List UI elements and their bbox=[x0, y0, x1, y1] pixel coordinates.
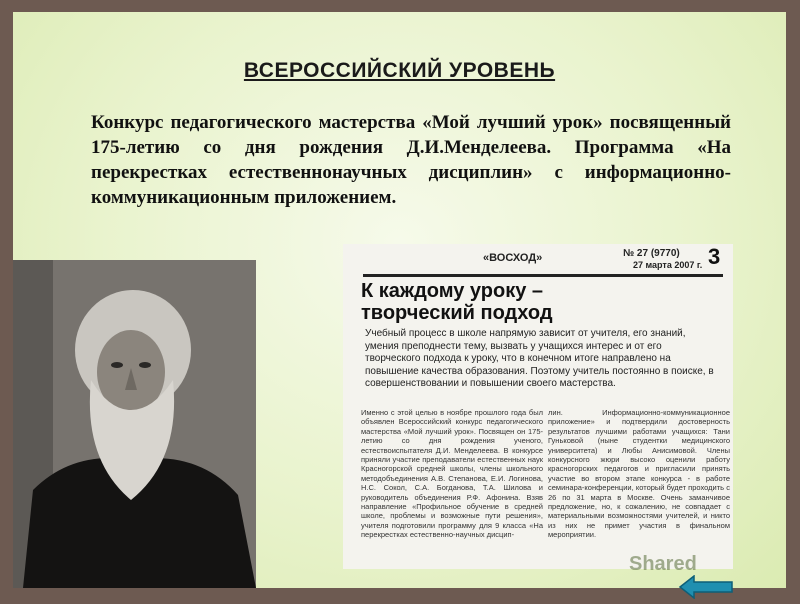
mendeleev-portrait bbox=[13, 260, 256, 588]
headline-line-1: К каждому уроку – bbox=[361, 280, 544, 302]
portrait-image bbox=[13, 260, 256, 588]
watermark: Shared bbox=[629, 553, 697, 575]
back-button[interactable] bbox=[678, 575, 734, 599]
newspaper-headline bbox=[361, 280, 721, 324]
newspaper-column-1: Именно с этой целью в ноябре прошлого года был объявлен Всероссийский конкурс педагогического мастерства «Мой лучший урок». Посвящен он 175-летию со дня рождения ученого, естествоиспытателя Д.И. Менделеева. В конкурсе приняли участие преподаватели естественных наук Красногорской средней школы, члены школьного методобъединения А.В. Степанова, Е.И. Логинова, Н.С. Сокол, С.А. Богданова, Т.А. Шилова и руководитель объединения Р.Ф. Афонина. Взяв направление «Профильное обучение в средней школе, проблемы и возможные пути решения», учителя подготовили программу для 9 класса «На перекрестках естественно-научных дисцип- bbox=[361, 408, 543, 540]
slide-title: ВСЕРОССИЙСКИЙ УРОВЕНЬ bbox=[243, 59, 556, 82]
newspaper-date: 27 марта 2007 г. bbox=[633, 260, 703, 270]
newspaper-column-2: лин. Информационно-коммуникационное приложение» и подтвердили достоверность результатов лучшими работами учащихся: Тани Гуньковой (ныне студентки медицинского университета) и Любы Анисимовой. Члены конкурсного жюри высоко оценили работу красногорских педагогов и пригласили принять участие во втором этапе конкурса - в работе семинара-конференции, который будет проходить с 26 по 31 марта в Москве. Очень заманчивое предложение, но, к сожалению, не совпадает с материальными возможностями учителей, и никто из них не примет участия в финальном мероприятии. bbox=[548, 408, 730, 540]
newspaper-name: «ВОСХОД» bbox=[483, 252, 543, 264]
back-arrow-icon bbox=[678, 575, 734, 599]
slide bbox=[13, 12, 786, 588]
slide-body-text: Конкурс педагогического мастерства «Мой лучший урок» посвященный 175-летию со дня рождения Д.И.Менделеева. Программа «На перекрестках естественнонаучных дисциплин» с информационно-коммуникационным приложением. bbox=[91, 112, 731, 208]
newspaper-rule bbox=[363, 274, 723, 277]
headline-line-2: творческий подход bbox=[361, 302, 553, 324]
newspaper-lead: Учебный процесс в школе напрямую зависит от учителя, его знаний, умения преподнести тему, вызвать у учащихся интерес и от его творческого подхода к уроку, что в конечном итоге направлено на повышение качества образования. Поэтому учитель постоянно в поиске, в совершенствовании и повышении своего мастерства. bbox=[365, 328, 714, 389]
newspaper-page-number: 3 bbox=[708, 244, 721, 269]
newspaper-issue: № 27 (9770) bbox=[623, 248, 680, 259]
newspaper-header bbox=[343, 244, 733, 274]
newspaper-clipping bbox=[343, 244, 733, 569]
